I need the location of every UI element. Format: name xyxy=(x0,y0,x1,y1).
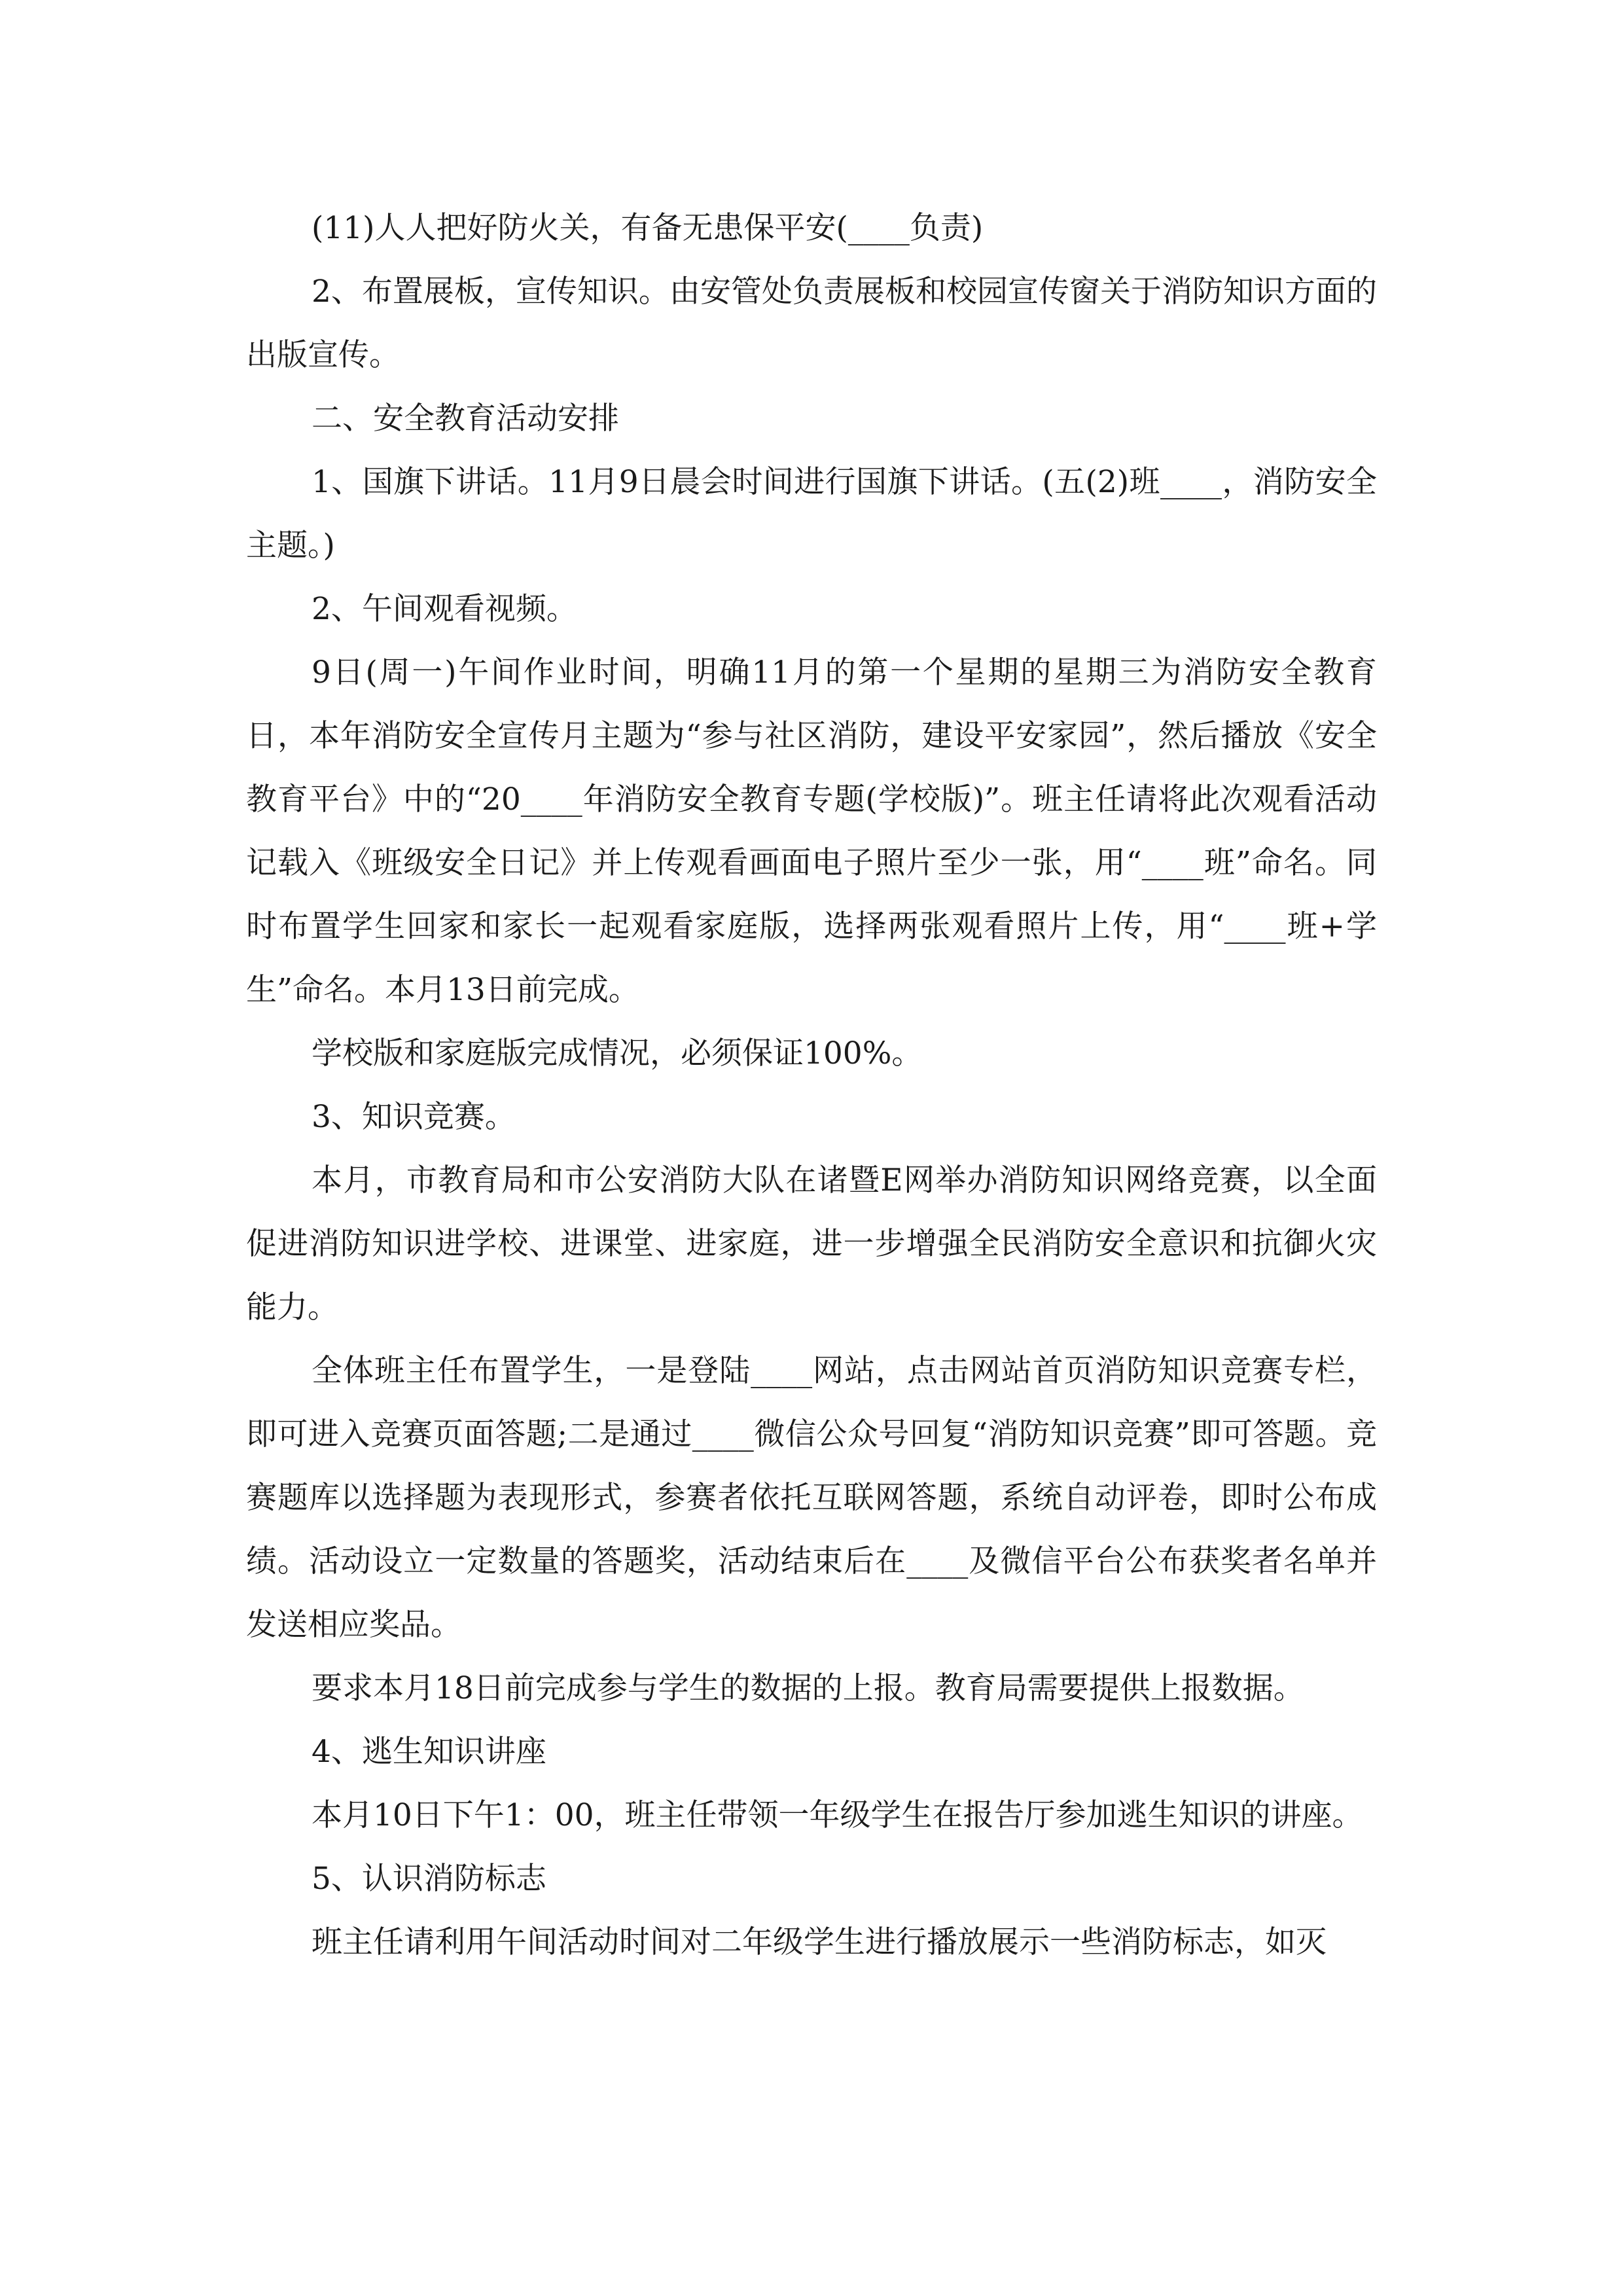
paragraph-display-boards: 2、布置展板，宣传知识。由安管处负责展板和校园宣传窗关于消防知识方面的出版宣传。 xyxy=(246,274,1377,373)
item-heading-knowledge-contest: 3、知识竞赛。 xyxy=(312,1099,516,1135)
item-heading-video: 2、午间观看视频。 xyxy=(312,591,577,627)
document-body xyxy=(246,196,1377,1974)
paragraph-fire-signs: 班主任请利用午间活动时间对二年级学生进行播放展示一些消防标志，如灭 xyxy=(312,1924,1327,1960)
paragraph-contest-intro: 本月，市教育局和市公安消防大队在诸暨E网举办消防知识网络竞赛，以全面促进消防知识进学校、进课堂、进家庭，进一步增强全民消防安全意识和抗御火灾能力。 xyxy=(246,1162,1377,1325)
item-heading-fire-signs: 5、认识消防标志 xyxy=(312,1861,546,1897)
section-heading-activity-arrangement: 二、安全教育活动安排 xyxy=(312,401,619,437)
paragraph-reporting-deadline: 要求本月18日前完成参与学生的数据的上报。教育局需要提供上报数据。 xyxy=(312,1670,1304,1706)
paragraph-video-details: 9日(周一)午间作业时间，明确11月的第一个星期的星期三为消防安全教育日，本年消防安全宣传月主题为“参与社区消防，建设平安家园”，然后播放《安全教育平台》中的“20____年消防安全教育专题(学校版)”。班主任请将此次观看活动记载入《班级安全日记》并上传观看画面电子照片至少一张，用“____班”命名。同时布置学生回家和家长一起观看家庭版，选择两张观看照片上传，用“____班+学生”命名。本月13日前完成。 xyxy=(246,655,1377,1008)
paragraph-completion-requirement: 学校版和家庭版完成情况，必须保证100%。 xyxy=(312,1035,923,1071)
paragraph-escape-lecture: 本月10日下午1：00，班主任带领一年级学生在报告厅参加逃生知识的讲座。 xyxy=(312,1797,1363,1833)
paragraph-flag-speech: 1、国旗下讲话。11月9日晨会时间进行国旗下讲话。(五(2)班____，消防安全主题。) xyxy=(246,464,1377,564)
item-heading-escape-lecture: 4、逃生知识讲座 xyxy=(312,1734,546,1770)
paragraph-fire-safety-slogan: (11)人人把好防火关，有备无患保平安(____负责) xyxy=(312,210,984,246)
paragraph-contest-instructions: 全体班主任布置学生，一是登陆____网站，点击网站首页消防知识竞赛专栏，即可进入竞赛页面答题;二是通过____微信公众号回复“消防知识竞赛”即可答题。竞赛题库以选择题为表现形式，参赛者依托互联网答题，系统自动评卷，即时公布成绩。活动设立一定数量的答题奖，活动结束后在____及微信平台公布获奖者名单并发送相应奖品。 xyxy=(246,1353,1377,1643)
